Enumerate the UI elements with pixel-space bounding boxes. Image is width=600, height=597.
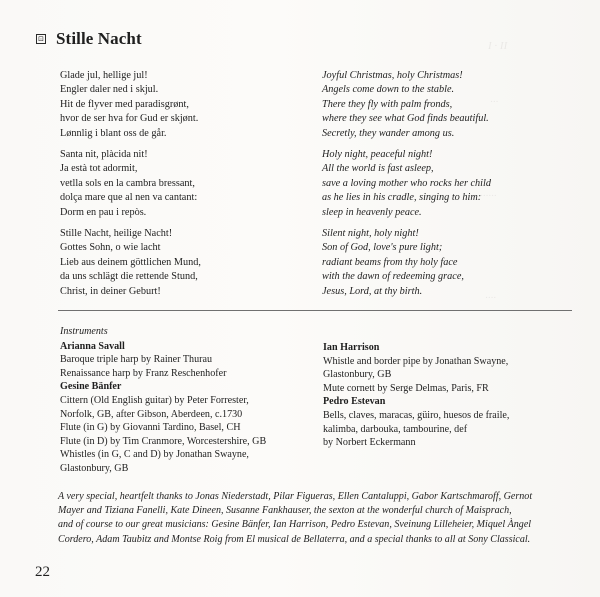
instrument-line: Whistle and border pipe by Jonathan Swayne, — [323, 355, 509, 367]
track-icon: ⊡ — [36, 34, 46, 44]
instrument-line: Norfolk, GB, after Gibson, Aberdeen, c.1730 — [60, 408, 243, 420]
instrument-line: Whistles (in G, C and D) by Jonathan Swayne, — [60, 449, 249, 461]
lyrics-stanza — [60, 227, 300, 299]
translation-line: Son of God, love's pure light; — [322, 242, 443, 254]
lyric-line: Lieb aus deinem göttlichen Mund, — [60, 256, 201, 268]
instrument-line: by Norbert Eckermann — [323, 437, 416, 449]
instruments-heading: Instruments — [60, 326, 108, 337]
instrument-line: Bells, claves, maracas, güiro, huesos de fraile, — [323, 409, 510, 421]
translation-line: Silent night, holy night! — [322, 228, 419, 240]
acknowledgement-line: A very special, heartfelt thanks to Jonas Niederstadt, Pilar Figueras, Ellen Cantaluppi, Gabor Kartschmaroff, Gernot — [58, 491, 533, 502]
lyrics-translation — [322, 69, 562, 306]
translation-line: Holy night, peaceful night! — [322, 149, 433, 161]
lyric-line: da uns schlägt die rettende Stund, — [60, 271, 198, 283]
lyric-line: vetlla sols en la cambra bressant, — [60, 177, 195, 189]
bleed-through-text: I · II — [488, 40, 508, 52]
instrument-line: Glastonbury, GB — [60, 462, 129, 474]
instrument-line: Flute (in G) by Giovanni Tardino, Basel, CH — [60, 422, 241, 434]
section-header — [36, 29, 142, 49]
section-divider — [58, 310, 572, 311]
acknowledgement-line: Mayer and Tiziana Fanelli, Kate Dineen, Susanne Fankhauser, the sexton at the wonderful church of Maisprach, — [58, 505, 512, 517]
lyrics-stanza — [60, 148, 300, 220]
acknowledgement-line: and of course to our great musicians: Gesine Bänfer, Ian Harrison, Pedro Estevan, Sveinung Lilleheier, Miquel Àngel — [58, 519, 532, 531]
lyric-line: Glade jul, hellige jul! — [60, 70, 148, 81]
translation-line: Angels come down to the stable. — [322, 84, 455, 96]
translation-line: with the dawn of redeeming grace, — [322, 271, 464, 283]
lyric-line: Gottes Sohn, o wie lacht — [60, 242, 161, 254]
translation-stanza — [322, 227, 562, 299]
instrument-line: Cittern (Old English guitar) by Peter Forrester, — [60, 394, 249, 406]
acknowledgements — [58, 490, 574, 547]
performer-name: Arianna Savall — [60, 340, 125, 352]
lyric-line: Stille Nacht, heilige Nacht! — [60, 228, 173, 240]
translation-line: as he lies in his cradle, singing to him: — [322, 192, 482, 204]
instrument-line: Flute (in D) by Tim Cranmore, Worcestershire, GB — [60, 435, 267, 447]
bleed-through-text: ···· — [485, 292, 496, 304]
instrument-line: Glastonbury, GB — [323, 369, 392, 381]
lyric-line: Hit de flyver med paradisgrønt, — [60, 98, 189, 110]
bleed-through-text: ······ — [480, 190, 497, 202]
translation-line: where they see what God finds beautiful. — [322, 113, 489, 125]
translation-line: Jesus, Lord, at thy birth. — [322, 285, 423, 297]
lyrics-stanza — [60, 69, 300, 141]
translation-line: sleep in heavenly peace. — [322, 206, 422, 218]
translation-line: There they fly with palm fronds, — [322, 98, 453, 110]
bleed-through-text: ··· — [490, 96, 499, 108]
performer-block — [323, 395, 573, 449]
performer-block — [60, 340, 310, 381]
lyric-line: Ja està tot adormit, — [60, 163, 138, 175]
lyric-line: Lønnlig i blant oss de går. — [60, 127, 167, 139]
lyric-line: dolça mare que al nen va cantant: — [60, 192, 198, 204]
instrument-line: Baroque triple harp by Rainer Thurau — [60, 354, 213, 366]
instrument-credits-left — [60, 325, 310, 476]
instrument-line: kalimba, darbouka, tambourine, def — [323, 423, 468, 435]
lyric-line: hvor de ser hva for Gud er skjønt. — [60, 113, 199, 125]
performer-block — [323, 341, 573, 395]
translation-line: Secretly, they wander among us. — [322, 127, 455, 139]
translation-line: Joyful Christmas, holy Christmas! — [322, 70, 463, 81]
performer-name: Ian Harrison — [323, 342, 380, 353]
performer-name: Pedro Estevan — [323, 396, 386, 408]
lyrics-original — [60, 69, 300, 306]
translation-stanza — [322, 69, 562, 141]
lyric-line: Dorm en pau i repòs. — [60, 206, 147, 218]
translation-stanza — [322, 148, 562, 220]
acknowledgement-line: Cordero, Adam Taubitz and Montse Roig from El musical de Bellaterra, and a special thanks to all at Sony Classical. — [58, 533, 531, 545]
lyric-line: Christ, in deiner Geburt! — [60, 285, 161, 297]
performer-name: Gesine Bänfer — [60, 381, 122, 393]
translation-line: radiant beams from thy holy face — [322, 256, 458, 268]
lyric-line: Engler daler ned i skjul. — [60, 84, 159, 96]
instrument-line: Mute cornett by Serge Delmas, Paris, FR — [323, 382, 489, 394]
translation-line: All the world is fast asleep, — [322, 163, 434, 175]
page-number: 22 — [35, 564, 50, 580]
translation-line: save a loving mother who rocks her child — [322, 177, 491, 189]
lyric-line: Santa nit, plàcida nit! — [60, 149, 148, 161]
instrument-line: Renaissance harp by Franz Reschenhofer — [60, 367, 227, 379]
instrument-credits-right — [323, 341, 573, 450]
song-title: Stille Nacht — [56, 29, 142, 48]
performer-block — [60, 380, 310, 475]
